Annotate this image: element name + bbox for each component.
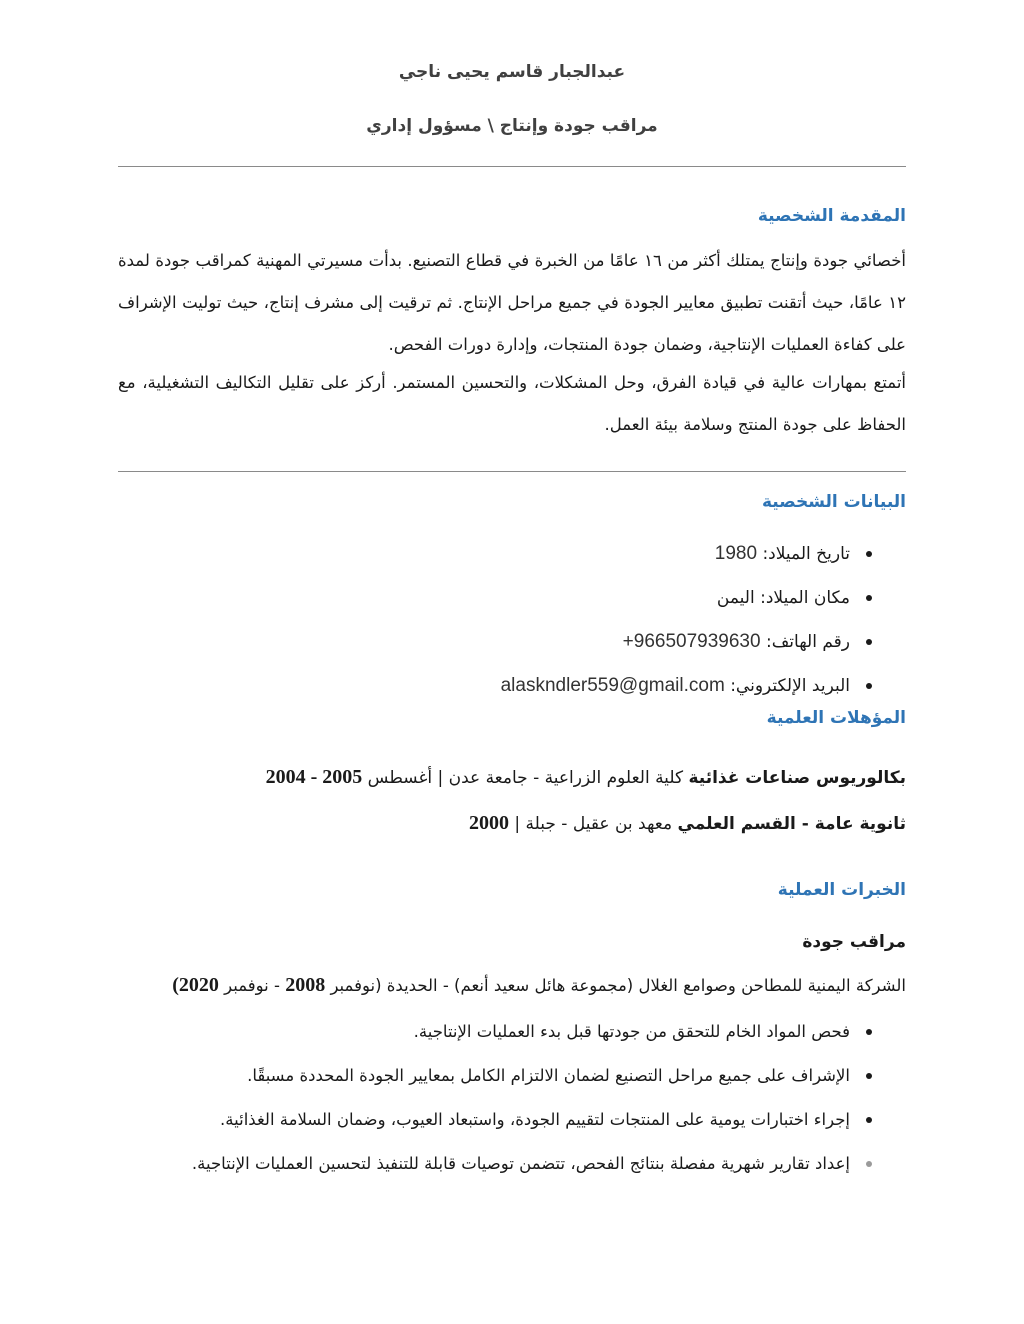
intro-paragraph-2: أتمتع بمهارات عالية في قيادة الفرق، وحل المشكلات، والتحسين المستمر. أركز على تقليل التكاليف التشغيلية، مع الحفاظ على جودة المنتج وسلامة بيئة العمل.: [118, 373, 906, 434]
phone-value: +966507939630: [622, 631, 761, 652]
institution: معهد بن عقيل - جبلة |: [514, 814, 673, 834]
bullet-icon: [866, 551, 872, 557]
bullet-icon: [866, 639, 872, 645]
birth-date-label: تاريخ الميلاد:: [762, 544, 850, 564]
degree: ثانوية عامة - القسم العلمي: [677, 814, 906, 834]
bullet-icon: [866, 683, 872, 689]
experience-heading: الخبرات العملية: [777, 880, 906, 900]
divider: [118, 166, 906, 167]
start-year: 2008: [285, 974, 326, 996]
divider: [118, 471, 906, 472]
education-entry: [469, 812, 906, 835]
bullet-icon: [866, 1073, 872, 1079]
job-company: [172, 974, 906, 997]
end-part: - نوفمبر: [224, 976, 280, 995]
degree: بكالوريوس صناعات غذائية: [688, 768, 906, 788]
education-heading: المؤهلات العلمية: [766, 708, 906, 728]
company-name: الشركة اليمنية للمطاحن وصوامع الغلال (مجموعة هائل سعيد أنعم) - الحديدة (نوفمبر: [330, 976, 906, 995]
personal-heading: البيانات الشخصية: [761, 492, 906, 512]
month: أغسطس: [367, 768, 433, 788]
list-item: [118, 1142, 906, 1186]
duty-text: فحص المواد الخام للتحقق من جودتها قبل بدء العمليات الإنتاجية.: [413, 1022, 850, 1041]
years: 2000: [468, 812, 509, 834]
email-value: alaskndler559@gmail.com: [500, 675, 725, 696]
list-item: [118, 664, 906, 708]
intro-paragraph-1: أخصائي جودة وإنتاج يمتلك أكثر من ١٦ عامًا من الخبرة في قطاع التصنيع. بدأت مسيرتي المهنية كمراقب جودة لمدة ١٢ عامًا، حيث أتقنت تطبيق معايير الجودة في جميع مراحل الإنتاج. ثم ترقيت إلى مشرف إنتاج، حيث توليت الإشراف على كفاءة العمليات الإنتاجية، وضمان جودة المنتجات، وإدارة دورات الفحص.: [118, 251, 906, 354]
duty-text: إجراء اختبارات يومية على المنتجات لتقييم الجودة، واستبعاد العيوب، وضمان السلامة الغذائية.: [220, 1110, 850, 1129]
phone-label: رقم الهاتف:: [765, 632, 850, 652]
intro-heading: المقدمة الشخصية: [757, 206, 906, 226]
list-item: [118, 576, 906, 620]
institution: كلية العلوم الزراعية - جامعة عدن |: [437, 768, 684, 788]
bullet-icon: [866, 1117, 872, 1123]
list-item: [118, 620, 906, 664]
list-item: [118, 1010, 906, 1054]
candidate-name: عبدالجبار قاسم يحيى ناجي: [398, 62, 626, 82]
email-label: البريد الإلكتروني:: [730, 676, 850, 696]
education-entry: [266, 766, 906, 789]
bullet-icon: [866, 595, 872, 601]
candidate-title: مراقب جودة وإنتاج \ مسؤول إداري: [366, 116, 658, 136]
birth-date-value: 1980: [714, 543, 758, 564]
list-item: [118, 532, 906, 576]
job-title: مراقب جودة: [802, 932, 906, 952]
list-item: [118, 1098, 906, 1142]
birth-place-label: مكان الميلاد:: [760, 588, 850, 608]
duty-text: إعداد تقارير شهرية مفصلة بنتائج الفحص، تتضمن توصيات قابلة للتنفيذ لتحسين العمليات الإنتاجية.: [191, 1154, 850, 1173]
job-duties-list: [118, 1010, 906, 1186]
end-year: 2020): [172, 974, 219, 996]
duty-text: الإشراف على جميع مراحل التصنيع لضمان الالتزام الكامل بمعايير الجودة المحددة مسبقًا.: [247, 1066, 850, 1085]
years: 2004 - 2005: [265, 766, 363, 788]
birth-place-value: اليمن: [716, 588, 755, 608]
bullet-icon: [866, 1161, 872, 1167]
resume-page: [118, 0, 906, 1324]
personal-info-list: [118, 532, 906, 708]
bullet-icon: [866, 1029, 872, 1035]
list-item: [118, 1054, 906, 1098]
